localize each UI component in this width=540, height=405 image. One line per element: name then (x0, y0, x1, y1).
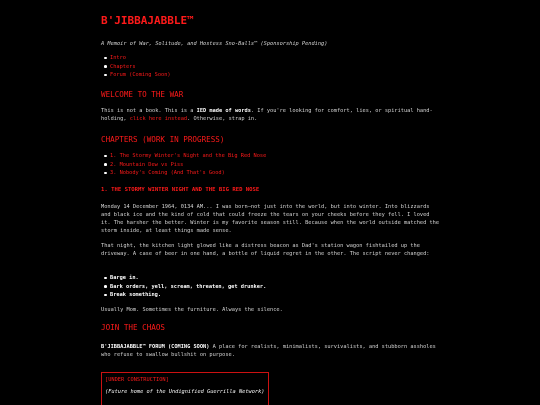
table-of-contents (110, 54, 171, 80)
chapter1-paragraph-1: Monday 14 December 1964, 0134 AM... I was born—not just into the world, but into winter. Into blizzards and black ice and the kind of cold that could freeze the tears on your cheeks before they fell. I loved it. The harsher the better. Winter is my favorite season still. Because when the world outside matched the storm inside, at least things made sense. (101, 204, 440, 234)
forum-title: B'JIBBAJABBLE™ FORUM (COMING SOON) (101, 344, 210, 350)
under-construction-box (101, 372, 269, 405)
site-subtitle: A Memoir of War, Solitude, and Hostess Sno-Balls™ (Sponsorship Pending) (101, 41, 328, 47)
intro-text-middle: . If you're looking for comfort, lies, or spiritual hand-holding, (101, 108, 433, 122)
chapters-heading: CHAPTERS (WORK IN PROGRESS) (101, 135, 225, 144)
site-title: B'JIBBAJABBLE™ (101, 14, 194, 27)
intro-bold: IED made of words (196, 108, 251, 114)
script-actions-list (110, 274, 266, 300)
chapter-item (110, 152, 266, 161)
intro-paragraph (101, 107, 441, 123)
chapters-list (110, 152, 266, 178)
chapter-link-2[interactable]: 2. Mountain Dew vs Piss (110, 161, 184, 168)
under-construction-label: [UNDER CONSTRUCTION] (105, 377, 169, 383)
toc-link-intro[interactable]: Intro (110, 55, 126, 61)
chapter-link-3[interactable]: 3. Nobody's Coming (And That's Good) (110, 170, 225, 176)
chapter1-paragraph-2: That night, the kitchen light glowed like a distress beacon as Dad's station wagon fishtailed up the driveway. A case of beer in one hand, a bottle of liquid regret in the other. The script never changed: (101, 243, 430, 257)
list-item: Barge in. (110, 274, 266, 283)
chapter-item (110, 169, 266, 178)
intro-text-after: . Otherwise, strap in. (187, 116, 258, 122)
toc-link-forum[interactable]: Forum (Coming Soon) (110, 72, 171, 78)
toc-item-forum (110, 71, 171, 80)
chapter-item (110, 161, 266, 170)
list-item: Bark orders, yell, scream, threaten, get drunker. (110, 283, 267, 290)
chapter1-paragraph-3: Usually Mom. Sometimes the furniture. Always the silence. (101, 307, 283, 313)
toc-item-chapters (110, 63, 171, 72)
list-item: Break something. (110, 291, 266, 300)
toc-item-intro (110, 54, 171, 63)
forum-paragraph (101, 343, 441, 359)
click-here-instead-link[interactable]: click here instead (129, 116, 188, 122)
forum-heading: JOIN THE CHAOS (101, 323, 166, 332)
chapter-link-1[interactable]: 1. The Stormy Winter's Night and the Big Red Nose (110, 153, 267, 159)
under-construction-note: (Future home of the Undignified Guerrilla Network) (105, 389, 265, 395)
chapter1-heading: 1. THE STORMY WINTER NIGHT AND THE BIG RED NOSE (101, 187, 260, 193)
forum-description: A place for realists, minimalists, survivalists, and stubborn assholes who refuse to swallow bullshit on purpose. (101, 344, 436, 358)
intro-heading: WELCOME TO THE WAR (101, 90, 184, 99)
toc-link-chapters[interactable]: Chapters (110, 63, 136, 70)
intro-text-before: This is not a book. This is a (101, 108, 197, 114)
